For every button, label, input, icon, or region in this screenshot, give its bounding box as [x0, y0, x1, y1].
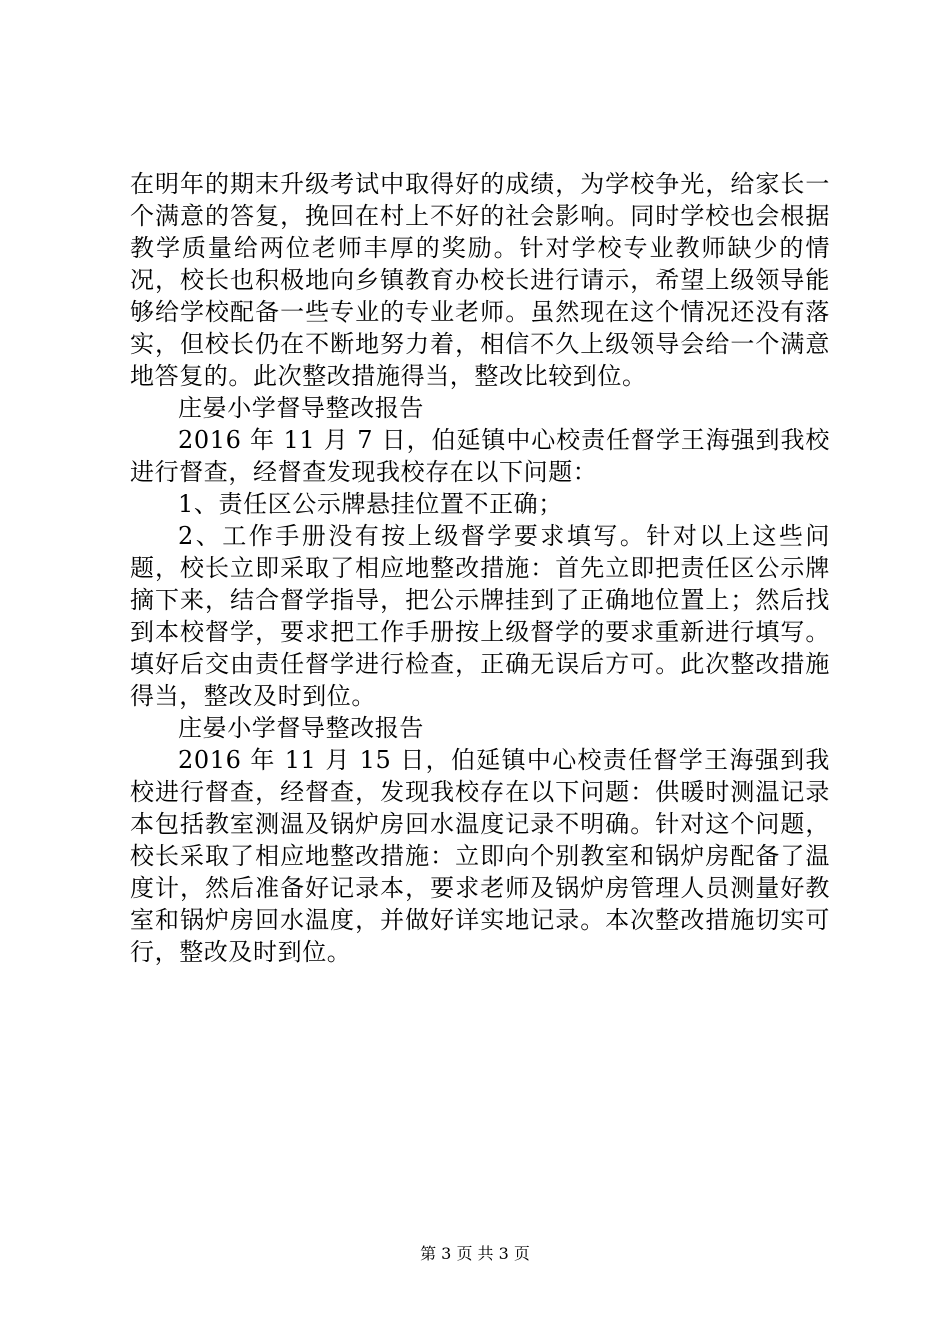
section-title-2: 庄晏小学督导整改报告	[178, 714, 424, 742]
issue-item-2: 2、工作手册没有按上级督学要求填写。针对以上这些问题，校长立即采取了相应地整改措施：首先立即把责任区公示牌摘下来，结合督学指导，把公示牌挂到了正确地位置上；然后找到本校督学，要求把工作手册按上级督学的要求重新进行填写。填好后交由责任督学进行检查，正确无误后方可。此次整改措施得当，整改及时到位。	[130, 522, 830, 710]
paragraph-continuation: 在明年的期末升级考试中取得好的成绩，为学校争光，给家长一个满意的答复，挽回在村上不好的社会影响。同时学校也会根据教学质量给两位老师丰厚的奖励。针对学校专业教师缺少的情况，校长也积极地向乡镇教育办校长进行请示，希望上级领导能够给学校配备一些专业的专业老师。虽然现在这个情况还没有落实，但校长仍在不断地努力着，相信不久上级领导会给一个满意地答复的。此次整改措施得当，整改比较到位。	[130, 170, 830, 390]
document-body	[130, 168, 830, 968]
section-title-1: 庄晏小学督导整改报告	[178, 394, 424, 422]
issue-item-1: 1、责任区公示牌悬挂位置不正确；	[178, 490, 563, 518]
paragraph-inspection-2: 2016 年 11 月 15 日，伯延镇中心校责任督学王海强到我校进行督查，经督查，发现我校存在以下问题：供暖时测温记录本包括教室测温及锅炉房回水温度记录不明确。针对这个问题，校长采取了相应地整改措施：立即向个别教室和锅炉房配备了温度计，然后准备好记录本，要求老师及锅炉房管理人员测量好教室和锅炉房回水温度，并做好详实地记录。本次整改措施切实可行，整改及时到位。	[130, 746, 830, 966]
paragraph-inspection-1: 2016 年 11 月 7 日，伯延镇中心校责任督学王海强到我校进行督查，经督查发现我校存在以下问题：	[130, 426, 830, 486]
page-footer: 第 3 页 共 3 页	[420, 1244, 530, 1263]
